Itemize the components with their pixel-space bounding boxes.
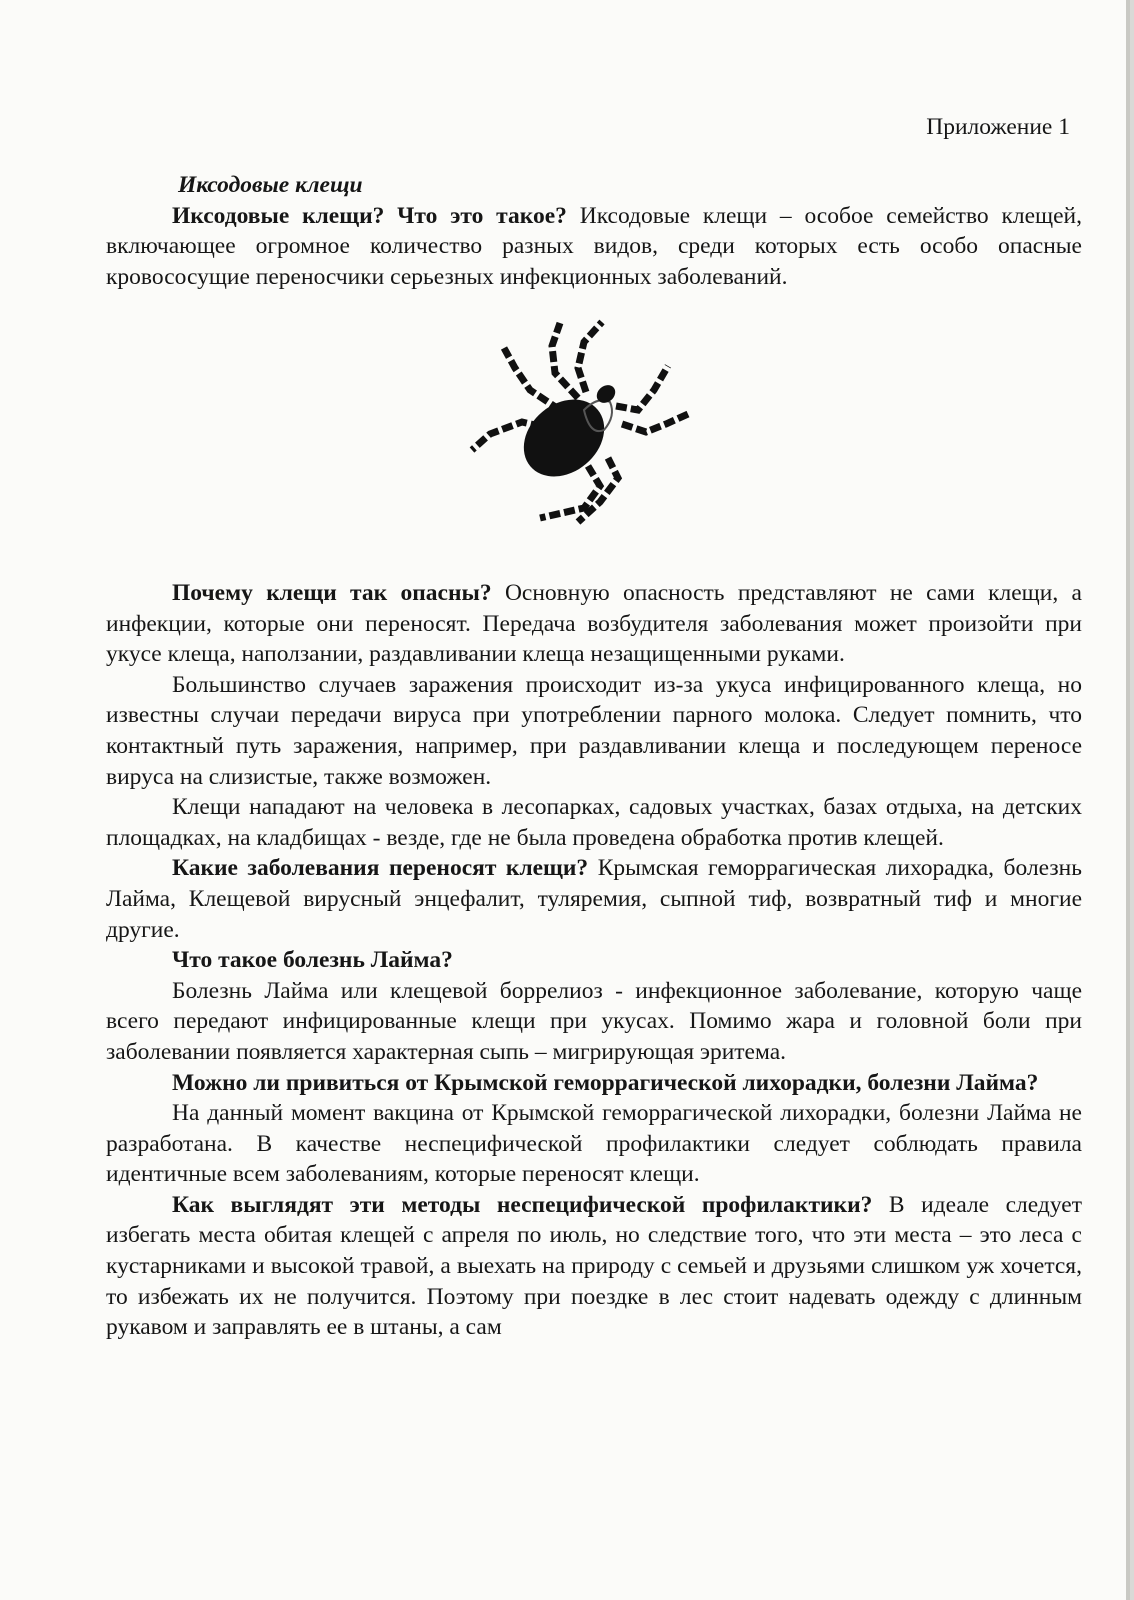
question-diseases: Какие заболевания переносят клещи? — [172, 855, 589, 882]
question-danger: Почему клещи так опасны? — [172, 580, 492, 606]
intro-paragraph — [106, 201, 1082, 293]
appendix-label: Приложение 1 — [926, 114, 1070, 140]
paragraph-attack-places: Клещи нападают на человека в лесопарках, садовых участках, базах отдыха, на детских площадках, на кладбищах - везде, где не была проведена обработка против клещей. — [106, 794, 1082, 851]
main-content — [106, 578, 1082, 1343]
paragraph-vaccine-heading — [106, 1068, 1082, 1099]
intro-block — [106, 170, 1082, 292]
intro-text: Иксодовые клещи – особое семейство клещей, включающее огромное количество разных видов, среди которых есть особо опасные кровососущие переносчики серьезных инфекционных заболеваний. — [106, 202, 1082, 290]
question-prevention: Как выглядят эти методы неспецифической профилактики? — [172, 1191, 873, 1218]
intro-question: Иксодовые клещи? Что это такое? — [172, 202, 567, 229]
question-vaccine: Можно ли привиться от Крымской геморрагической лихорадки, болезни Лайма? — [172, 1069, 1039, 1096]
paragraph-lyme-heading — [106, 945, 1082, 976]
paragraph-danger: Почему клещи так опасны? Основную опасность представляют не сами клещи, а инфекции, которые они переносят. Передача возбудителя заболевания может произойти при укусе клеща, наползании, раздавливании клеща незащищенными руками. — [106, 580, 1082, 668]
tick-icon — [460, 318, 700, 544]
paragraph-infection-ways: Большинство случаев заражения происходит из-за укуса инфицированного клеща, но известны случаи передачи вируса при употреблении парного молока. Следует помнить, что контактный путь заражения, например, при раздавливании клеща и последующем переносе вируса на слизистые, также возможен. — [106, 671, 1082, 790]
paragraph-lyme: Болезнь Лайма или клещевой боррелиоз - инфекционное заболевание, которую чаще всего передают инфицированные клещи при укусах. Помимо жара и головной боли при заболевании появляется характерная сыпь – мигрирующая эритема. — [106, 977, 1082, 1065]
document-title: Иксодовые клещи — [178, 172, 363, 198]
paragraph-diseases: Какие заболевания переносят клещи? Крымская геморрагическая лихорадка, болезнь Лайма, Клещевой вирусный энцефалит, туляремия, сыпной тиф, возвратный тиф и многие другие. — [106, 855, 1082, 943]
question-lyme: Что такое болезнь Лайма? — [172, 947, 453, 974]
paragraph-vaccine: На данный момент вакцина от Крымской геморрагической лихорадки, болезни Лайма не разработана. В качестве неспецифической профилактики следует соблюдать правила идентичные всем заболеваниям, которые переносят клещи. — [106, 1100, 1082, 1188]
paragraph-prevention: Как выглядят эти методы неспецифической профилактики? В идеале следует избегать места обитая клещей с апреля по июль, но следствие того, что эти места – это леса с кустарниками и высокой травой, а выехать на природу с семьей и друзьями слишком уж хочется, то избежать их не получится. Поэтому при поездке в лес стоит надевать одежду с длинным рукавом и заправлять ее в штаны, а сам — [106, 1191, 1083, 1341]
